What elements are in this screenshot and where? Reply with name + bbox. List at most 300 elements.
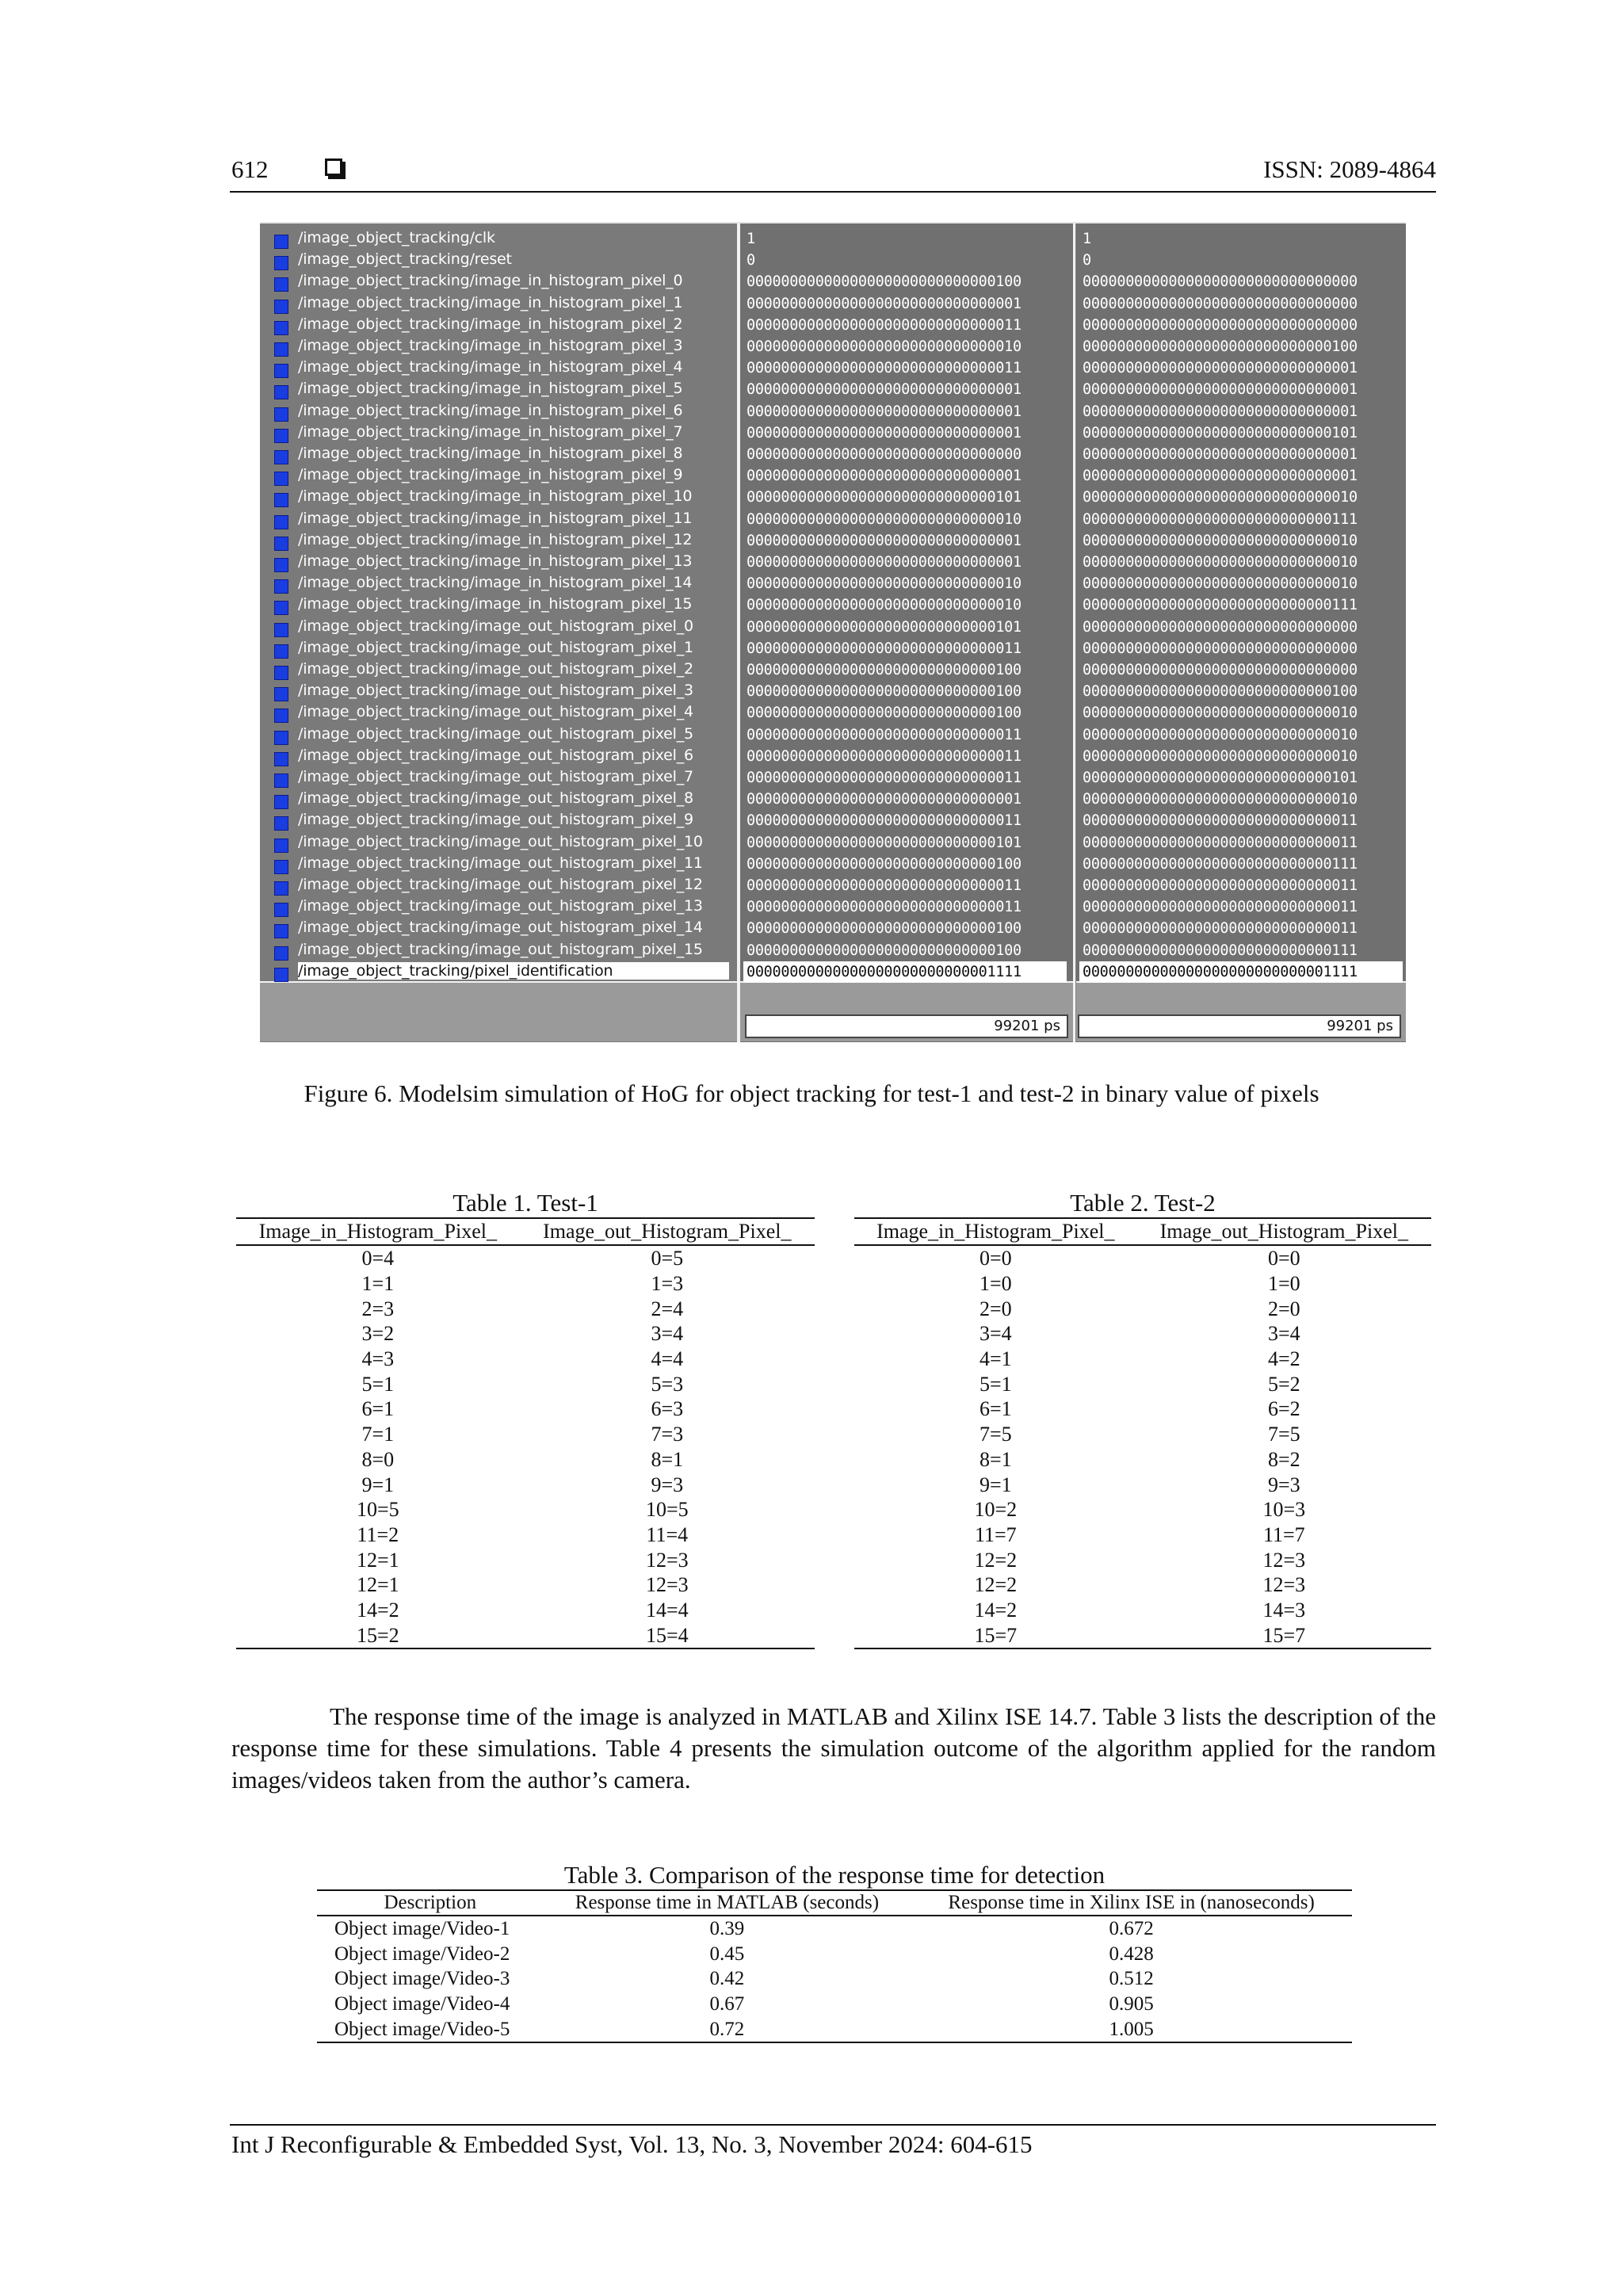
signal-row[interactable] [260,746,735,767]
signal-value-test2: 00000000000000000000000000000010 [1083,705,1358,722]
signal-row[interactable] [260,422,735,444]
signal-value-test1: 00000000000000000000000000000011 [747,877,1022,894]
header-rule [230,191,1436,193]
signal-value-test1: 00000000000000000000000000000011 [747,899,1022,916]
signal-value-test1: 00000000000000000000000000000011 [747,726,1022,743]
signal-value-test1: 00000000000000000000000000000010 [747,597,1022,614]
signal-name: /image_object_tracking/image_out_histogram_pixel_7 [298,768,693,785]
table-2-cell: 7=5 [1267,1423,1300,1446]
signal-row[interactable] [260,573,735,594]
signal-row[interactable] [260,250,735,271]
signal-value-test2: 00000000000000000000000000000010 [1083,791,1358,808]
signal-name: /image_object_tracking/image_out_histogram_pixel_1 [298,638,693,656]
signal-value-test1: 00000000000000000000000000000100 [747,705,1022,722]
table-2 [854,1189,1431,1649]
table-3-cell: 0.512 [1109,1968,1154,1990]
table-1-header-out: Image_out_Histogram_Pixel_ [520,1218,815,1245]
signal-row[interactable] [260,594,735,616]
table-2-cell: 7=5 [979,1423,1012,1446]
signal-value-test1: 00000000000000000000000000000100 [747,662,1022,678]
signal-name: /image_object_tracking/image_out_histogram_pixel_5 [298,724,693,743]
signal-name: /image_object_tracking/image_in_histogram_pixel_13 [298,552,693,570]
signal-icon [274,860,288,874]
issn: ISSN: 2089-4864 [1263,155,1436,183]
table-2-cell: 12=3 [1262,1573,1306,1597]
table-2-row [854,1547,1431,1572]
table-3-cell: 0.672 [1109,1918,1154,1940]
signal-row[interactable] [260,552,735,573]
signal-value-test1: 0 [747,252,755,269]
signal-row[interactable] [260,487,735,508]
table-3-row [317,2016,1352,2042]
signal-icon [274,731,288,745]
signal-name: /image_object_tracking/image_in_histogram_pixel_0 [298,272,683,290]
signal-name: /image_object_tracking/image_in_histogram_pixel_10 [298,487,693,506]
signal-row[interactable] [260,854,735,875]
signal-value-test2: 00000000000000000000000000000001 [1083,381,1358,399]
signal-name-pane [260,223,740,1042]
table-2-cell: 12=3 [1262,1548,1306,1572]
signal-value-test2: 00000000000000000000000000000001 [1083,446,1358,463]
signal-value-test1: 00000000000000000000000000000001 [747,381,1022,399]
table-1-cell: 7=3 [651,1423,684,1446]
signal-icon [274,321,288,335]
table-2-cell: 5=2 [1267,1372,1300,1396]
signal-icon [274,816,288,831]
signal-value-test1: 00000000000000000000000000000100 [747,920,1022,938]
table-3 [317,1861,1352,2043]
signal-pane-footer [260,981,737,1041]
signal-icon [274,385,288,399]
signal-name: /image_object_tracking/image_out_histogram_pixel_13 [298,897,703,915]
signal-row[interactable] [260,724,735,746]
table-1-cell: 0=5 [651,1247,684,1270]
table-1-row [236,1572,815,1598]
signal-value-test1: 00000000000000000000000000000101 [747,834,1022,851]
table-2-row [854,1522,1431,1548]
signal-value-test2: 00000000000000000000000000000000 [1083,316,1358,334]
signal-value-test2: 00000000000000000000000000000100 [1083,338,1358,355]
table-2-cell: 9=3 [1267,1473,1300,1496]
table-1-cell: 15=2 [236,1622,520,1648]
table-2-row [854,1472,1431,1497]
table-3-cell: 0.905 [1109,1993,1154,2015]
table-2-cell: 9=1 [979,1473,1012,1496]
signal-row[interactable] [260,509,735,530]
signal-row[interactable] [260,357,735,379]
signal-icon [274,752,288,766]
signal-value-test1: 00000000000000000000000000000001 [747,468,1022,485]
header-box-icon [325,159,342,176]
table-2-cell: 3=4 [979,1322,1012,1346]
table-1-row [236,1522,815,1548]
table-3-cell: Object image/Video-2 [334,1943,510,1965]
signal-value-test1: 00000000000000000000000000001111 [743,961,1067,983]
signal-value-test2: 00000000000000000000000000000101 [1083,424,1358,441]
table-2-row [854,1371,1431,1396]
signal-icon [274,924,288,938]
signal-value-test2: 00000000000000000000000000000010 [1083,575,1358,593]
signal-value-test2: 00000000000000000000000000000000 [1083,640,1358,657]
table-1-row [236,1598,815,1623]
table-1-row [236,1447,815,1473]
table-1-cell: 6=3 [651,1397,684,1421]
signal-value-test1: 00000000000000000000000000000100 [747,942,1022,959]
table-3-cell: 0.45 [709,1943,745,1965]
signal-name: /image_object_tracking/image_in_histogram_pixel_12 [298,530,693,548]
table-2-cell: 11=7 [1262,1522,1305,1546]
signal-value-test1: 00000000000000000000000000000011 [747,812,1022,830]
signal-row[interactable] [260,617,735,638]
signal-value-test1: 00000000000000000000000000000100 [747,855,1022,873]
signal-row[interactable] [260,896,735,918]
table-1-cell: 10=5 [356,1498,399,1522]
signal-value-test1: 00000000000000000000000000000101 [747,489,1022,506]
table-1-cell: 12=1 [356,1573,399,1597]
signal-name: /image_object_tracking/image_out_histogram_pixel_9 [298,811,693,829]
signal-icon [274,601,288,615]
footer-rule [230,2124,1436,2126]
table-3-header-matlab: Response time in MATLAB (seconds) [544,1890,911,1916]
signal-name: /image_object_tracking/image_out_histogram_pixel_3 [298,682,693,700]
table-1-row [236,1296,815,1321]
table-2-row [854,1447,1431,1473]
table-2-header-out: Image_out_Histogram_Pixel_ [1137,1218,1431,1245]
signal-icon [274,342,288,357]
value-pane-test1-footer [740,981,1073,1041]
signal-value-test2: 00000000000000000000000000000011 [1083,899,1358,916]
signal-value-test2: 00000000000000000000000000000011 [1083,920,1358,938]
table-2-row [854,1296,1431,1321]
table-1-cell: 2=3 [361,1297,395,1320]
signal-value-test2: 00000000000000000000000000000011 [1083,877,1358,894]
signal-icon [274,277,288,292]
footer-citation: Int J Reconfigurable & Embedded Syst, Vol. 13, No. 3, November 2024: 604-615 [231,2130,1033,2158]
table-2-cell: 10=3 [1262,1498,1306,1522]
signal-name: /image_object_tracking/pixel_identification [298,962,729,980]
table-1-row [236,1422,815,1447]
signal-value-test1: 00000000000000000000000000000011 [747,770,1022,786]
signal-value-test2: 00000000000000000000000000000010 [1083,726,1358,743]
table-2-cell: 14=2 [974,1598,1018,1622]
signal-value-test1: 00000000000000000000000000000010 [747,338,1022,355]
signal-value-test2: 00000000000000000000000000000100 [1083,683,1358,701]
signal-name: /image_object_tracking/image_in_histogram_pixel_5 [298,380,683,398]
signal-row[interactable] [260,961,735,983]
table-1-cell: 4=4 [651,1347,684,1371]
table-1-row [236,1245,815,1271]
table-3-cell: Object image/Video-3 [334,1968,510,1990]
signal-value-test2: 00000000000000000000000000000010 [1083,554,1358,571]
signal-icon [274,709,288,723]
table-1-cell: 12=3 [645,1573,689,1597]
table-1-cell: 1=3 [651,1272,684,1296]
signal-name: /image_object_tracking/image_out_histogram_pixel_11 [298,854,703,872]
value-pane-test2-footer [1076,981,1406,1041]
table-2-cell: 8=2 [1267,1447,1300,1471]
table-2-cell: 12=2 [974,1573,1018,1597]
signal-row[interactable] [260,810,735,831]
signal-value-test2: 0 [1083,252,1091,269]
signal-value-test2: 00000000000000000000000000000010 [1083,747,1358,765]
table-1-cell: 3=2 [361,1322,395,1346]
signal-row[interactable] [260,379,735,400]
signal-row[interactable] [260,293,735,315]
signal-row[interactable] [260,940,735,961]
table-2-cell: 0=0 [1267,1247,1300,1270]
time-cursor-test1: 99201 ps [745,1014,1068,1038]
signal-row[interactable] [260,832,735,854]
signal-value-test1: 1 [747,231,755,247]
table-1-row [236,1371,815,1396]
signal-value-test2: 00000000000000000000000000000111 [1083,855,1358,873]
signal-name: /image_object_tracking/image_out_histogram_pixel_8 [298,789,693,808]
value-pane-test2 [1076,223,1406,1042]
table-1-cell: 5=1 [361,1372,395,1396]
signal-value-test1: 00000000000000000000000000000001 [747,424,1022,441]
signal-name: /image_object_tracking/image_out_histogram_pixel_4 [298,703,693,721]
table-3-grid [317,1889,1352,2043]
signal-icon [274,644,288,659]
signal-row[interactable] [260,228,735,250]
table-2-row [854,1497,1431,1522]
table-1-row [236,1321,815,1347]
signal-value-test1: 00000000000000000000000000000100 [747,273,1022,291]
signal-value-test1: 00000000000000000000000000000000 [747,446,1022,463]
table-1-cell: 12=3 [645,1548,689,1572]
table-2-row [854,1321,1431,1347]
table-3-header-description: Description [317,1890,544,1916]
signal-row[interactable] [260,336,735,357]
signal-row[interactable] [260,638,735,659]
table-2-cell: 3=4 [1267,1322,1300,1346]
table-1-cell: 3=4 [651,1322,684,1346]
signal-icon [274,903,288,917]
signal-value-test1: 00000000000000000000000000000100 [747,683,1022,701]
table-2-cell: 10=2 [974,1498,1018,1522]
table-1-cell: 15=4 [520,1622,815,1648]
signal-value-test1: 00000000000000000000000000000001 [747,532,1022,549]
table-2-cell: 1=0 [1267,1272,1300,1296]
signal-name: /image_object_tracking/image_out_histogram_pixel_15 [298,940,703,958]
signal-name: /image_object_tracking/image_in_histogram_pixel_1 [298,293,683,311]
table-2-row [854,1347,1431,1372]
table-2-cell: 8=1 [979,1447,1012,1471]
table-2-cell: 6=1 [979,1397,1012,1421]
table-1 [236,1189,815,1649]
signal-value-test1: 00000000000000000000000000000001 [747,554,1022,571]
signal-icon [274,623,288,637]
signal-icon [274,472,288,486]
table-2-row [854,1572,1431,1598]
table-3-header-xilinx: Response time in Xilinx ISE in (nanoseconds) [911,1890,1352,1916]
table-1-cell: 14=2 [356,1598,399,1622]
signal-value-test2: 00000000000000000000000000000000 [1083,618,1358,636]
signal-row[interactable] [260,789,735,810]
table-2-cell: 6=2 [1267,1397,1300,1421]
table-2-row [854,1422,1431,1447]
signal-icon [274,946,288,961]
signal-name: /image_object_tracking/image_out_histogram_pixel_14 [298,919,703,937]
table-1-cell: 11=4 [646,1522,689,1546]
signal-icon [274,968,288,982]
table-1-cell: 9=1 [361,1473,395,1496]
signal-name: /image_object_tracking/image_in_histogram_pixel_3 [298,337,683,354]
signal-value-test2: 00000000000000000000000000001111 [1079,961,1403,983]
table-1-row [236,1347,815,1372]
signal-row[interactable] [260,659,735,681]
table-1-row [236,1622,815,1648]
signal-icon [274,774,288,788]
table-2-row [854,1598,1431,1623]
signal-icon [274,493,288,507]
table-2-cell: 15=7 [1137,1622,1431,1648]
table-2-title: Table 2. Test-2 [1070,1189,1216,1217]
body-paragraph: The response time of the image is analyzed in MATLAB and Xilinx ISE 14.7. Table 3 lists the description of the response time for these simulations. Table 4 presents the simulation outcome of the algorithm applied for the random images/videos taken from the author’s camera. [231,1702,1436,1794]
signal-icon [274,839,288,853]
signal-value-test2: 00000000000000000000000000000000 [1083,273,1358,291]
signal-value-test1: 00000000000000000000000000000011 [747,747,1022,765]
table-3-row [317,1966,1352,1992]
table-3-cell: 0.72 [544,2016,911,2042]
value-pane-test1 [740,223,1075,1042]
signal-row[interactable] [260,444,735,465]
signal-row[interactable] [260,530,735,552]
signal-value-test2: 00000000000000000000000000000101 [1083,770,1358,786]
signal-name: /image_object_tracking/image_in_histogram_pixel_7 [298,422,683,441]
table-3-cell: 1.005 [911,2016,1352,2042]
page-number: 612 [231,155,269,183]
table-3-title: Table 3. Comparison of the response time for detection [563,1861,1106,1889]
signal-name: /image_object_tracking/image_out_histogram_pixel_0 [298,617,693,635]
signal-value-test1: 00000000000000000000000000000010 [747,575,1022,593]
signal-value-test2: 00000000000000000000000000000111 [1083,510,1358,528]
table-1-cell: 12=1 [356,1548,399,1572]
table-1-cell: 2=4 [651,1297,684,1320]
signal-icon [274,300,288,314]
table-3-row [317,1942,1352,1967]
signal-value-test2: 00000000000000000000000000000010 [1083,532,1358,549]
signal-value-test1: 00000000000000000000000000000001 [747,403,1022,420]
signal-row[interactable] [260,767,735,789]
signal-row[interactable] [260,315,735,336]
signal-icon [274,537,288,551]
signal-icon [274,364,288,378]
table-1-cell: 6=1 [361,1397,395,1421]
table-1-row [236,1547,815,1572]
signal-icon [274,579,288,594]
table-3-row [317,1992,1352,2017]
signal-value-test1: 00000000000000000000000000000011 [747,640,1022,657]
signal-row[interactable] [260,465,735,487]
table-2-cell: 15=7 [854,1622,1137,1648]
signal-row[interactable] [260,702,735,724]
signal-value-test1: 00000000000000000000000000000011 [747,360,1022,377]
signal-name: /image_object_tracking/image_in_histogram_pixel_8 [298,445,683,462]
table-3-cell: Object image/Video-1 [334,1918,510,1940]
signal-icon [274,795,288,809]
signal-name: /image_object_tracking/image_in_histogram_pixel_14 [298,574,693,592]
table-1-cell: 7=1 [361,1423,395,1446]
signal-icon [274,450,288,464]
signal-row[interactable] [260,401,735,422]
table-1-cell: 8=1 [651,1447,684,1471]
signal-value-test1: 00000000000000000000000000000011 [747,316,1022,334]
table-2-row [854,1622,1431,1648]
signal-name: /image_object_tracking/image_in_histogram_pixel_6 [298,401,683,419]
table-2-row [854,1245,1431,1271]
signal-value-test2: 00000000000000000000000000000111 [1083,942,1358,959]
signal-name: /image_object_tracking/clk [298,229,495,246]
signal-name: /image_object_tracking/image_out_histogram_pixel_2 [298,660,693,678]
table-2-cell: 2=0 [1267,1297,1300,1320]
table-1-row [236,1472,815,1497]
signal-icon [274,666,288,680]
signal-name: /image_object_tracking/image_in_histogram_pixel_4 [298,358,683,376]
signal-value-test1: 00000000000000000000000000000010 [747,510,1022,528]
table-1-header-in: Image_in_Histogram_Pixel_ [236,1218,520,1245]
signal-name: /image_object_tracking/reset [298,250,512,269]
signal-name: /image_object_tracking/image_in_histogram_pixel_9 [298,466,683,484]
signal-name: /image_object_tracking/image_out_histogram_pixel_6 [298,746,693,764]
table-1-row [236,1396,815,1422]
signal-row[interactable] [260,875,735,896]
table-1-row [236,1271,815,1297]
signal-value-test2: 00000000000000000000000000000001 [1083,468,1358,485]
signal-icon [274,881,288,896]
table-2-cell: 1=0 [979,1272,1012,1296]
signal-row[interactable] [260,918,735,939]
table-2-header-in: Image_in_Histogram_Pixel_ [854,1218,1137,1245]
table-2-cell: 11=7 [974,1522,1017,1546]
signal-value-test1: 00000000000000000000000000000001 [747,791,1022,808]
signal-row[interactable] [260,681,735,702]
signal-value-test2: 00000000000000000000000000000000 [1083,662,1358,678]
table-3-row [317,1916,1352,1942]
signal-value-test2: 00000000000000000000000000000001 [1083,360,1358,377]
table-3-cell: Object image/Video-5 [317,2016,544,2042]
signal-icon [274,407,288,422]
table-1-cell: 5=3 [651,1372,684,1396]
signal-name: /image_object_tracking/image_in_histogram_pixel_11 [298,509,693,527]
signal-value-test2: 00000000000000000000000000000010 [1083,489,1358,506]
table-3-cell: Object image/Video-4 [334,1993,510,2015]
table-3-cell: 0.67 [709,1993,745,2015]
table-2-grid [854,1217,1431,1649]
figure-caption: Figure 6. Modelsim simulation of HoG for object tracking for test-1 and test-2 in binary value of pixels [304,1079,1319,1107]
table-2-row [854,1271,1431,1297]
table-1-cell: 1=1 [361,1272,395,1296]
signal-row[interactable] [260,271,735,292]
modelsim-wave-figure [260,222,1406,1042]
table-2-cell: 4=2 [1267,1347,1300,1371]
signal-icon [274,429,288,443]
signal-icon [274,256,288,270]
table-2-cell: 14=3 [1262,1598,1306,1622]
signal-icon [274,558,288,572]
signal-value-test2: 00000000000000000000000000000111 [1083,597,1358,614]
signal-value-test1: 00000000000000000000000000000101 [747,618,1022,636]
signal-name: /image_object_tracking/image_out_histogram_pixel_12 [298,876,703,893]
table-1-cell: 4=3 [361,1347,395,1371]
table-1-cell: 14=4 [645,1598,689,1622]
table-1-title: Table 1. Test-1 [453,1189,598,1217]
signal-name: /image_object_tracking/image_in_histogram_pixel_15 [298,595,693,613]
table-1-cell: 0=4 [361,1247,395,1270]
signal-icon [274,235,288,249]
table-1-cell: 8=0 [361,1447,395,1471]
signal-icon [274,687,288,701]
